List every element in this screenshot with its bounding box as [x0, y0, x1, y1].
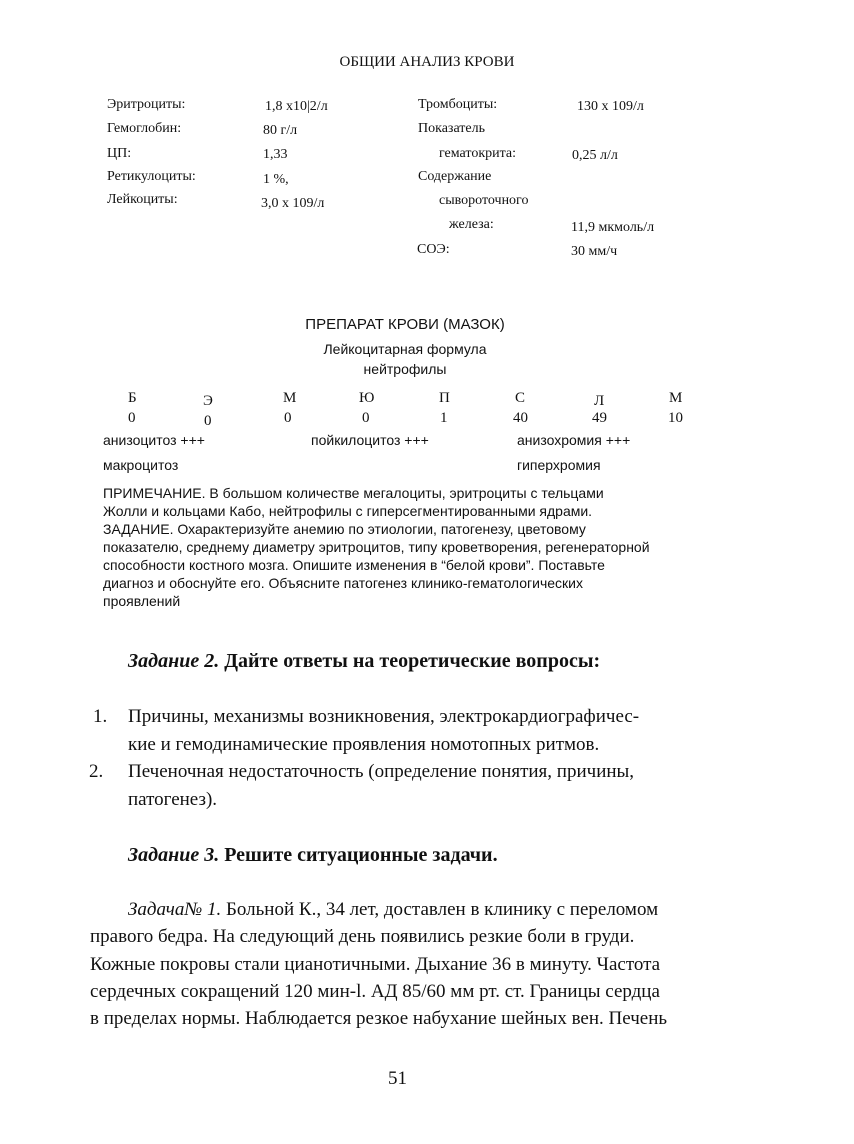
task3-heading [128, 844, 498, 867]
hematocrit-label-line1: Показатель [418, 121, 485, 136]
problem1-first-line [128, 899, 658, 921]
platelets-value: 130 х 109/л [577, 99, 644, 114]
question-text-line: кие и гемодинамические проявления номотопных ритмов. [128, 734, 600, 755]
question-number: 2. [89, 761, 104, 782]
note-line: Жолли и кольцами Кабо, нейтрофилы с гиперсегментированными ядрами. [103, 503, 593, 519]
note-line: способности костного мозга. Опишите изменения в “белой крови”. Поставьте [103, 557, 605, 573]
task2-heading-text: Дайте ответы на теоретические вопросы: [224, 650, 601, 672]
formula-value-lymphocytes: 49 [592, 410, 607, 426]
serum-iron-label-line1: Содержание [418, 169, 492, 184]
formula-value-eosinophils: 0 [204, 413, 212, 429]
smear-title: ПРЕПАРАТ КРОВИ (МАЗОК) [305, 316, 505, 333]
formula-value-metamyelocytes: 0 [362, 410, 370, 426]
question-text-line: Причины, механизмы возникновения, электрокардиографичес- [128, 706, 640, 727]
question-number: 1. [93, 706, 108, 727]
hemoglobin-label: Гемоглобин: [107, 121, 182, 136]
problem1-line: в пределах нормы. Наблюдается резкое набухание шейных вен. Печень [90, 1008, 668, 1029]
macrocytosis-text: макроцитоз [103, 457, 179, 473]
problem1-line: Кожные покровы стали цианотичными. Дыхание 36 в минуту. Частота [90, 954, 661, 975]
rbc-label: Эритроциты: [107, 97, 186, 112]
note-line: ЗАДАНИЕ. Охарактеризуйте анемию по этиологии, патогенезу, цветовому [103, 521, 586, 537]
formula-header-metamyelocytes: Ю [359, 390, 375, 406]
problem1-label: Задача№ 1. [128, 899, 222, 920]
cbc-title: ОБЩИИ АНАЛИЗ КРОВИ [339, 54, 515, 70]
formula-value-band: 1 [440, 410, 448, 426]
page-number: 51 [388, 1068, 407, 1089]
formula-value-myelocytes: 0 [284, 410, 292, 426]
formula-header-eosinophils: Э [203, 393, 213, 409]
question-text-line: Печеночная недостаточность (определение понятия, причины, [128, 761, 635, 782]
task3-heading-text: Решите ситуационные задачи. [224, 844, 498, 866]
esr-label: СОЭ: [417, 242, 450, 257]
problem1-line: сердечных сокращений 120 мин-l. АД 85/60 мм рт. ст. Границы сердца [90, 981, 660, 1002]
formula-value-monocytes: 10 [668, 410, 683, 426]
poikilocytosis-text: пойкилоцитоз +++ [311, 432, 429, 448]
reticulocytes-label: Ретикулоциты: [107, 169, 196, 184]
esr-value: 30 мм/ч [571, 244, 618, 259]
note-line: диагноз и обоснуйте его. Объясните патогенез клинико-гематологических [103, 575, 583, 591]
formula-header-segmented: С [515, 390, 526, 406]
serum-iron-label-line3: железа: [449, 217, 494, 232]
formula-header-myelocytes: М [283, 390, 297, 406]
problem1-line: правого бедра. На следующий день появились резкие боли в груди. [90, 926, 635, 947]
task2-heading [128, 650, 600, 673]
hematocrit-label-line2: гематокрита: [439, 146, 517, 161]
rbc-value: 1,8 х10|2/л [265, 99, 328, 114]
task3-label: Задание 3. [128, 844, 220, 866]
leukocytes-value: 3,0 х 109/л [261, 196, 325, 211]
platelets-label: Тромбоциты: [418, 97, 498, 112]
reticulocytes-value: 1 %, [263, 172, 289, 187]
color-index-value: 1,33 [263, 147, 288, 162]
note-line: показателю, среднему диаметру эритроцитов, типу кроветворения, регенераторной [103, 539, 650, 555]
formula-header-band: П [439, 390, 450, 406]
serum-iron-label-line2: сывороточного [439, 193, 529, 208]
hematocrit-value: 0,25 л/л [572, 148, 618, 163]
serum-iron-value: 11,9 мкмоль/л [571, 220, 655, 235]
note-line: ПРИМЕЧАНИЕ. В большом количестве мегалоциты, эритроциты с тельцами [103, 485, 604, 501]
formula-header-monocytes: М [669, 390, 683, 406]
anisochromia-text: анизохромия +++ [517, 432, 631, 448]
leukocytes-label: Лейкоциты: [107, 192, 178, 207]
smear-subtitle-neutrophils: нейтрофилы [363, 361, 447, 377]
smear-subtitle: Лейкоцитарная формула [323, 341, 487, 357]
hyperchromia-text: гиперхромия [517, 457, 601, 473]
formula-header-basophils: Б [128, 390, 137, 406]
anisocytosis-text: анизоцитоз +++ [103, 432, 205, 448]
color-index-label: ЦП: [107, 146, 132, 161]
task2-label: Задание 2. [128, 650, 220, 672]
smear-note-and-assignment [103, 484, 723, 610]
formula-value-basophils: 0 [128, 410, 136, 426]
problem1-line1-text: Больной К., 34 лет, доставлен в клинику с переломом [221, 899, 659, 920]
formula-header-lymphocytes: Л [594, 393, 605, 409]
question-text-line: патогенез). [128, 789, 218, 810]
note-line: проявлений [103, 593, 181, 609]
hemoglobin-value: 80 г/л [263, 123, 298, 138]
formula-value-segmented: 40 [513, 410, 528, 426]
